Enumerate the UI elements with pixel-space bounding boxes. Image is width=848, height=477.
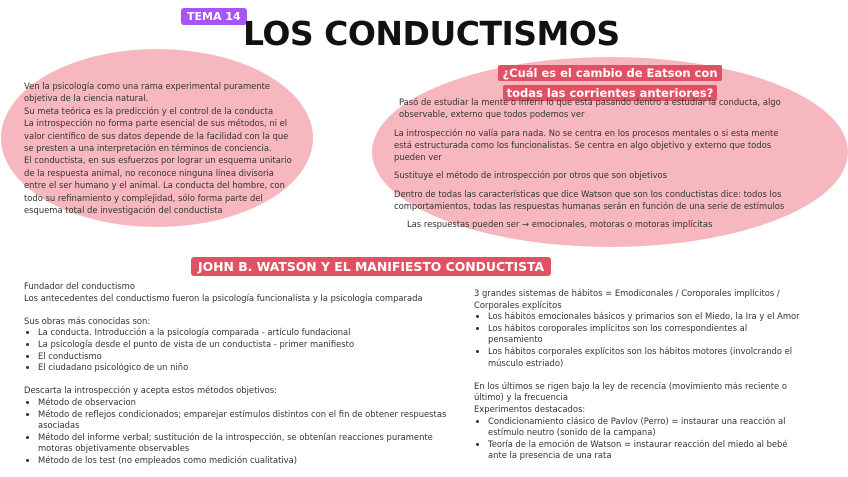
list-item: • La conducta. Introducción a la psicología comparada - artículo fundacional	[38, 327, 449, 339]
left-paragraph: Ven la psicología como una rama experimental puramente objetiva de la ciencia natural.	[24, 81, 271, 104]
experiments-title: Experimentos destacados:	[474, 403, 586, 414]
list-item: • Método de observacion	[38, 397, 449, 409]
list-item: • La psicología desde el punto de vista de un conductista - primer manifiesto	[38, 339, 449, 351]
left-bubble-text	[24, 80, 294, 216]
list-item: • Los hábitos coroporales implícitos son los correspondientes al pensamiento	[488, 323, 804, 346]
right-paragraph: Pasó de estudiar la mente o inferir lo que está pasando dentro a estudiar la conducta, algo observable, externo que todos podemos ver	[399, 97, 781, 119]
list-item: • Método de reflejos condicionados; emparejar estímulos distintos con el fin de obtener respuestas asociadas	[38, 409, 449, 432]
intro-line: Fundador del conductismo	[24, 281, 135, 291]
list-item: • Los hábitos corporales explícitos son los hábitos motores (involcrando el músculo estriado)	[488, 346, 804, 369]
left-paragraph: La introspección no forma parte esencial de sus métodos, ni el valor científico de sus datos depende de la facilidad con la que se presten a una interpretación en términos de conciencia.	[24, 118, 289, 154]
methods-list	[24, 397, 449, 467]
left-column	[24, 281, 449, 467]
experiments-list	[474, 416, 804, 462]
question-text: ¿Cuál es el cambio de Eatson con todas las corrientes anteriores?	[498, 65, 721, 101]
right-paragraph: Dentro de todas las características que dice Watson que son los conductistas dice: todos los comportamientos, todas las respuestas humanas serán en función de una serie de estímulos	[394, 188, 785, 211]
list-item: • El conductismo	[38, 351, 449, 363]
list-item: • El ciudadano psicológico de un niño	[38, 362, 449, 374]
methods-title: Descarta la introspección y acepta estos métodos objetivos:	[24, 385, 277, 396]
right-paragraph: Las respuestas pueden ser → emocionales, motoras o motoras implícitas	[407, 219, 713, 230]
section-heading: JOHN B. WATSON Y EL MANIFIESTO CONDUCTISTA	[191, 257, 551, 276]
topic-tag: TEMA 14	[181, 8, 247, 25]
right-column	[474, 288, 804, 462]
list-item: • Los hábitos emocionales básicos y primarios son el Miedo, la Ira y el Amor	[488, 311, 804, 323]
list-item: • Condicionamiento clásico de Pavlov (Perro) = instaurar una reacción al estímulo neutro (sonido de la campana)	[488, 416, 804, 439]
works-title: Sus obras más conocidas son:	[24, 315, 151, 326]
recency-text: En los últimos se rigen bajo la ley de recencia (movimiento más reciente o último) y la frecuencia	[474, 380, 787, 403]
systems-list	[474, 311, 804, 369]
list-item: • Método de los test (no empleados como medición cualitativa)	[38, 455, 449, 467]
intro-line: Los antecedentes del conductismo fueron la psicología funcionalista y la psicología comparada	[24, 292, 423, 303]
right-paragraph: La introspección no valía para nada. No se centra en los procesos mentales o si esta mente está estructurada como los funcionalistas. Se centra en algo objetivo y externo que todos pueden ver	[394, 127, 779, 162]
systems-title: 3 grandes sistemas de hábitos = Emodiconales / Coroporales implícitos / Corporales explícitos	[474, 288, 780, 310]
right-bubble-text	[394, 96, 799, 237]
page-title: LOS CONDUCTISMOS	[243, 14, 620, 53]
right-paragraph: Sustituye el método de introspección por otros que son objetivos	[394, 170, 668, 181]
left-paragraph: Su meta teórica es la predicción y el control de la conducta	[24, 105, 274, 116]
list-item: • Teoría de la emoción de Watson = instaurar reacción del miedo al bebé ante la presencia de una rata	[488, 439, 804, 462]
list-item: • Método del informe verbal; sustitución de la introspección, se obtenían reacciones puramente motoras objetivamente observables	[38, 432, 449, 455]
works-list	[24, 327, 449, 373]
left-paragraph: El conductista, en sus esfuerzos por lograr un esquema unitario de la respuesta animal, no reconoce ninguna línea divisoria entre el ser humano y el animal. La conducta del hombre, con todo su refinamiento y complejidad, sólo forma parte del esquema total de investigación del conductista	[24, 155, 292, 216]
